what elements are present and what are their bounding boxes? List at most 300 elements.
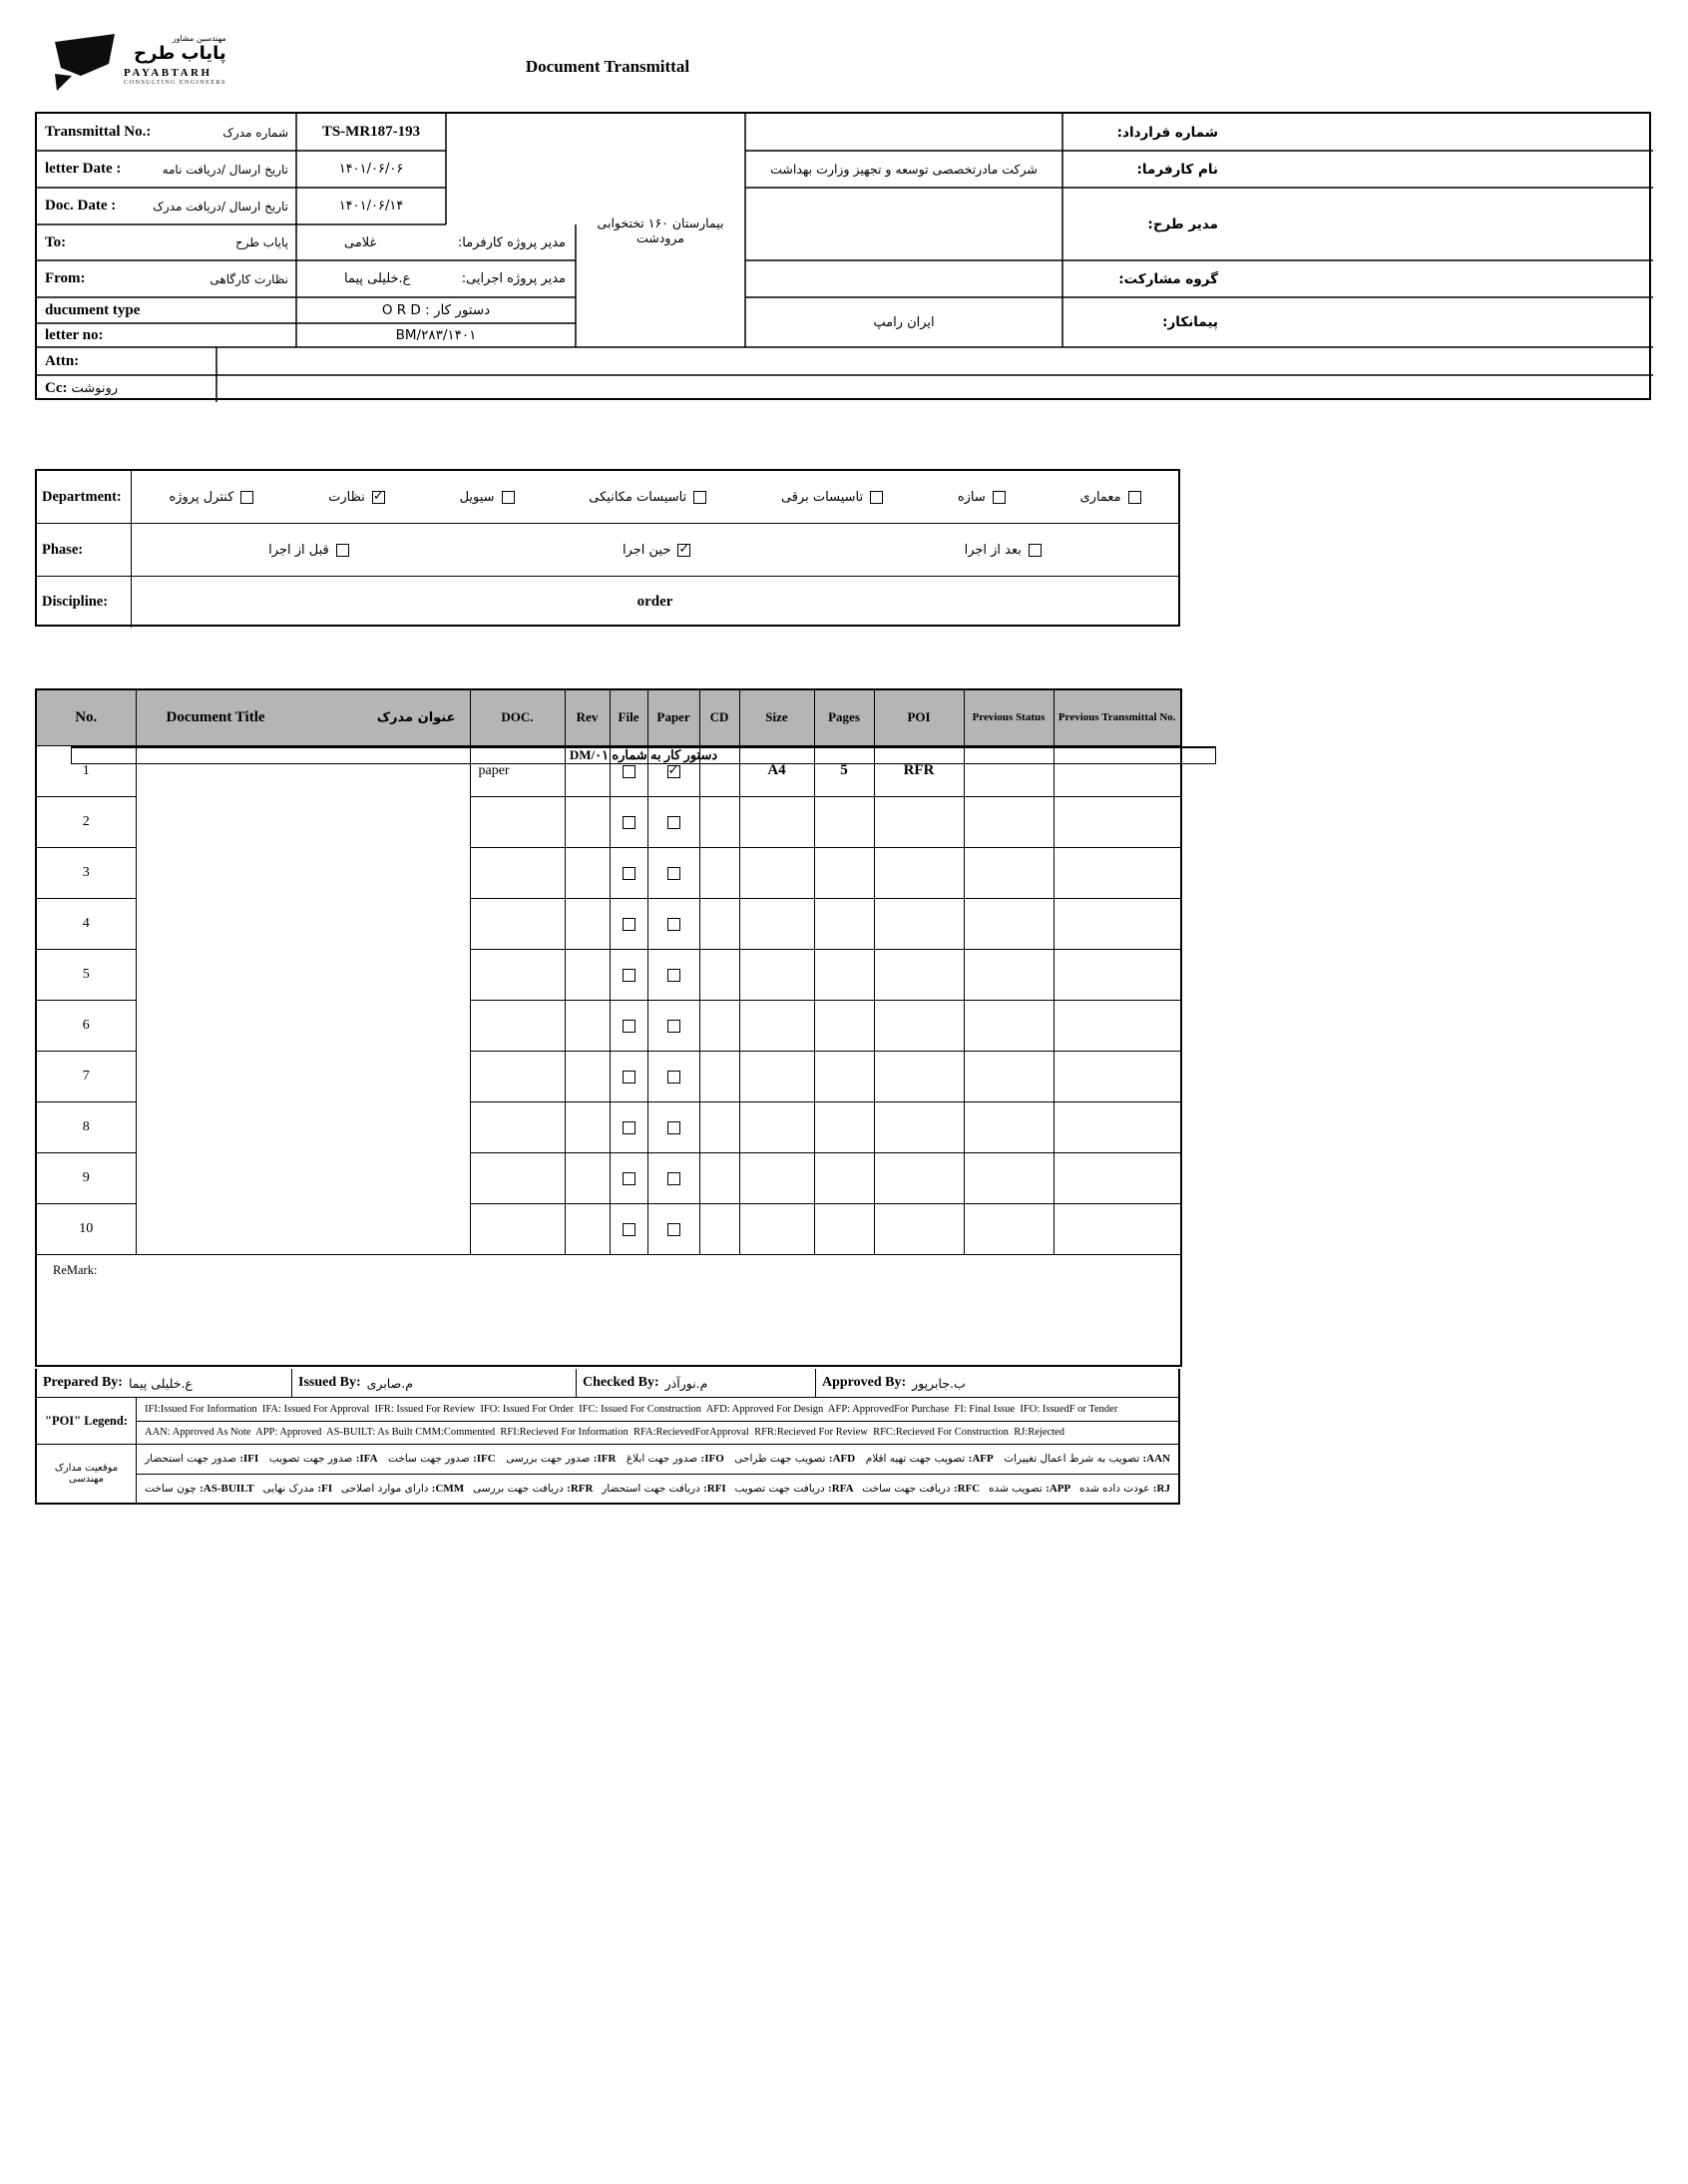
- paper-cell: [647, 949, 699, 1000]
- pages-cell: [814, 898, 874, 949]
- department-checkbox[interactable]: [240, 491, 253, 504]
- col-header-poi: POI: [874, 689, 964, 745]
- file-checkbox[interactable]: [623, 1071, 635, 1084]
- client-name-value: شرکت مادرتخصصی توسعه و تجهیز وزارت بهداشت: [770, 162, 1038, 177]
- legend-item-code: RFR:: [567, 1482, 594, 1495]
- doc-date-label-fa: تاریخ ارسال /دریافت مدرک: [153, 199, 288, 214]
- cd-cell: [699, 1000, 739, 1051]
- doc-cell: [470, 1101, 565, 1152]
- phase-checkbox[interactable]: [677, 544, 690, 557]
- poi-cell: [874, 949, 964, 1000]
- department-option: [328, 490, 385, 505]
- col-header-size: Size: [739, 689, 814, 745]
- row-no-cell: 10: [36, 1203, 136, 1254]
- file-cell: [610, 1101, 647, 1152]
- paper-checkbox[interactable]: [667, 765, 680, 778]
- table-row: [36, 847, 1181, 898]
- legend-item-text: عودت داده شده: [1079, 1482, 1153, 1495]
- checked-by-value: م.نورآذر: [664, 1375, 708, 1391]
- phase-label-cell: [37, 524, 132, 576]
- documents-header-row: [36, 689, 1181, 745]
- file-checkbox[interactable]: [623, 918, 635, 931]
- transmittal-no-label-fa: شماره مدرک: [222, 125, 288, 140]
- row-no-cell: 5: [36, 949, 136, 1000]
- legend-item-code: AAN:: [1142, 1453, 1170, 1466]
- prev-status-cell: [964, 1203, 1054, 1254]
- prev-status-cell: [964, 1000, 1054, 1051]
- department-checkbox[interactable]: [693, 491, 706, 504]
- prepared-by-label: Prepared By:: [43, 1375, 123, 1390]
- file-cell: [610, 1203, 647, 1254]
- poi-cell: RFR: [874, 745, 964, 796]
- letter-date-label-fa: تاریخ ارسال /دریافت نامه: [162, 162, 288, 177]
- cd-cell: [699, 949, 739, 1000]
- doc-cell: [470, 898, 565, 949]
- prepared-by-cell: [37, 1369, 291, 1397]
- client-name-label: نام کارفرما:: [1136, 161, 1218, 178]
- prev-transmittal-cell: [1054, 949, 1181, 1000]
- poi-cell: [874, 1051, 964, 1101]
- legend-item-text: دریافت جهت تصویب: [734, 1482, 829, 1495]
- size-cell: [739, 796, 814, 847]
- legend-item-code: AS-BUILT:: [200, 1482, 254, 1495]
- legend-item: [862, 1483, 980, 1495]
- pages-cell: [814, 1203, 874, 1254]
- letter-no-value: BM/۲۸۳/۱۴۰۱: [395, 327, 477, 343]
- fa-legend-lines: [137, 1445, 1178, 1503]
- phase-label: Phase:: [42, 541, 84, 558]
- from-role-cell: [296, 260, 576, 297]
- paper-cell: [647, 1101, 699, 1152]
- doc-date-label-en: Doc. Date :: [45, 198, 117, 214]
- cd-cell: [699, 796, 739, 847]
- department-option-label: کنترل پروژه: [169, 489, 234, 505]
- legend-item-text: تصویب جهت طراحی: [734, 1453, 829, 1466]
- document-type-label-en: ducument type: [45, 301, 141, 318]
- department-label-cell: [37, 471, 132, 523]
- signature-row: [37, 1369, 1178, 1398]
- poi-legend-label-cell: [37, 1398, 137, 1444]
- poi-cell: [874, 1101, 964, 1152]
- cd-cell: [699, 1152, 739, 1203]
- file-checkbox[interactable]: [623, 816, 635, 829]
- documents-table: [35, 688, 1182, 1367]
- legend-item: [506, 1453, 616, 1465]
- col-header-no: No.: [36, 689, 136, 745]
- phase-option-label: حین اجرا: [622, 542, 671, 558]
- department-checkbox[interactable]: [993, 491, 1006, 504]
- poi-cell: [874, 1152, 964, 1203]
- from-label: [37, 260, 296, 297]
- paper-cell: [647, 898, 699, 949]
- department-option-label: تاسیسات برقی: [780, 489, 864, 505]
- prev-status-cell: [964, 1051, 1054, 1101]
- file-checkbox[interactable]: [623, 1172, 635, 1185]
- department-option: [589, 490, 706, 505]
- size-cell: [739, 1051, 814, 1101]
- cd-cell: [699, 1051, 739, 1101]
- legend-item: [145, 1483, 254, 1495]
- table-row: [36, 898, 1181, 949]
- prev-status-cell: [964, 847, 1054, 898]
- table-row: [36, 1203, 1181, 1254]
- to-label-en: To:: [45, 233, 67, 250]
- department-option-label: تاسیسات مکانیکی: [589, 489, 687, 505]
- attn-row: [37, 347, 216, 375]
- document-type-label: [37, 297, 296, 323]
- legend-item: [263, 1483, 333, 1495]
- file-checkbox[interactable]: [623, 1121, 635, 1134]
- paper-checkbox[interactable]: [667, 1121, 680, 1134]
- legend-item: [341, 1483, 464, 1495]
- from-label-en: From:: [45, 270, 86, 286]
- rev-cell: [565, 1152, 610, 1203]
- paper-checkbox[interactable]: [667, 1020, 680, 1033]
- col-header-rev: Rev: [565, 689, 610, 745]
- department-option: [1079, 490, 1140, 505]
- rev-cell: [565, 898, 610, 949]
- size-cell: [739, 898, 814, 949]
- footer-block: [35, 1369, 1180, 1505]
- issued-by-label: Issued By:: [298, 1375, 361, 1390]
- issued-by-cell: [291, 1369, 576, 1397]
- cc-row: [37, 375, 216, 402]
- size-cell: [739, 847, 814, 898]
- paper-checkbox[interactable]: [667, 918, 680, 931]
- pages-cell: [814, 1051, 874, 1101]
- legend-item-text: صدور جهت استحضار: [145, 1453, 240, 1466]
- fa-legend-label: موقعیت مدارک مهندسی: [54, 1463, 119, 1485]
- table-row: [36, 796, 1181, 847]
- poi-cell: [874, 898, 964, 949]
- rev-cell: [565, 949, 610, 1000]
- fa-legend: [37, 1445, 1178, 1503]
- legend-item-text: دریافت جهت بررسی: [472, 1482, 568, 1495]
- file-checkbox[interactable]: [623, 969, 635, 982]
- pages-cell: [814, 949, 874, 1000]
- letter-date-label-en: letter Date :: [45, 161, 122, 177]
- size-cell: [739, 1203, 814, 1254]
- department-checkbox[interactable]: [1128, 491, 1141, 504]
- department-label: Department:: [42, 488, 122, 505]
- paper-cell: [647, 1051, 699, 1101]
- legend-item-code: FI:: [317, 1482, 333, 1495]
- legend-item-text: تصویب جهت تهیه اقلام: [865, 1453, 969, 1466]
- paper-checkbox[interactable]: [667, 1172, 680, 1185]
- phase-option: [268, 543, 349, 558]
- classification-table: [35, 469, 1180, 627]
- poi-legend-line2: AAN: Approved As Note APP: Approved AS-BUILT: As Built CMM:Commented RFI:Recieved For Information RFA:RecievedForApproval RFR:Recieved For Review RFC:Recieved For Construction RJ:Rejected: [137, 1421, 1178, 1445]
- file-checkbox[interactable]: [623, 867, 635, 880]
- cd-cell: [699, 1203, 739, 1254]
- doc-cell: [470, 949, 565, 1000]
- prev-status-cell: [964, 1101, 1054, 1152]
- pages-cell: [814, 1152, 874, 1203]
- pages-cell: [814, 1101, 874, 1152]
- prev-transmittal-cell: [1054, 1152, 1181, 1203]
- department-row: [37, 471, 1178, 524]
- contract-no-label: شماره قرارداد:: [1116, 124, 1218, 141]
- col-header-doc: DOC.: [470, 689, 565, 745]
- cd-cell: [699, 898, 739, 949]
- document-type-value: دستور کار : O R D: [381, 302, 491, 318]
- file-cell: [610, 898, 647, 949]
- col-header-prev-transmittal: Previous Transmittal No.: [1054, 689, 1181, 745]
- project-name: بیمارستان ۱۶۰ تختخوابی مرودشت: [597, 216, 724, 245]
- doc-cell: [470, 1203, 565, 1254]
- file-cell: [610, 1152, 647, 1203]
- contractor-label: پیمانکار:: [1162, 314, 1218, 330]
- rev-cell: [565, 1101, 610, 1152]
- client-pm-label: مدیر پروژه کارفرما:: [457, 234, 566, 250]
- legend-item: [989, 1483, 1070, 1495]
- fa-legend-line1: [137, 1445, 1178, 1474]
- legend-item-code: RJ:: [1152, 1482, 1170, 1495]
- pages-cell: 5: [814, 745, 874, 796]
- doc-cell: [470, 1051, 565, 1101]
- row-no-cell: 1: [36, 745, 136, 796]
- phase-option: [623, 543, 690, 558]
- department-checkbox[interactable]: [372, 491, 385, 504]
- file-cell: [610, 796, 647, 847]
- table-row: [36, 745, 1181, 796]
- col-header-file: File: [610, 689, 647, 745]
- legend-item: [145, 1453, 258, 1465]
- cd-cell: [699, 1101, 739, 1152]
- rev-cell: [565, 1203, 610, 1254]
- file-checkbox[interactable]: [623, 1223, 635, 1236]
- rev-cell: [565, 1000, 610, 1051]
- legend-item: [735, 1483, 854, 1495]
- phase-checkbox[interactable]: [336, 544, 349, 557]
- design-manager-label: مدیر طرح:: [1147, 216, 1218, 232]
- legend-item-text: تصویب به شرط اعمال تغییرات: [1004, 1453, 1143, 1466]
- letter-no-label: [37, 323, 296, 347]
- legend-item-text: مدرک نهایی: [262, 1482, 318, 1495]
- rev-cell: [565, 847, 610, 898]
- table-row: [36, 1051, 1181, 1101]
- prev-transmittal-cell: [1054, 1101, 1181, 1152]
- page-title: Document Transmittal: [525, 57, 690, 76]
- doc-date-label: [37, 188, 296, 224]
- legend-item-code: IFC:: [473, 1453, 496, 1466]
- poi-legend-lines: [137, 1398, 1178, 1444]
- prev-transmittal-cell: [1054, 1051, 1181, 1101]
- to-role-cell: [296, 224, 576, 260]
- logo-fa-tagline: مهندسین مشاور: [172, 34, 226, 43]
- legend-item: [1079, 1483, 1170, 1495]
- discipline-row: [37, 577, 1178, 628]
- legend-item-text: دارای موارد اصلاحی: [340, 1482, 432, 1495]
- department-option: [958, 490, 1006, 505]
- paper-cell: [647, 847, 699, 898]
- paper-checkbox[interactable]: [667, 1071, 680, 1084]
- col-header-pages: Pages: [814, 689, 874, 745]
- attn-label: Attn:: [45, 352, 80, 369]
- client-pm-name: غلامی: [344, 234, 377, 250]
- pages-cell: [814, 1000, 874, 1051]
- legend-item-text: دریافت جهت ساخت: [862, 1482, 954, 1495]
- file-cell: [610, 847, 647, 898]
- letter-no-label-en: letter no:: [45, 326, 104, 343]
- checked-by-cell: [576, 1369, 815, 1397]
- legend-item-text: چون ساخت: [145, 1482, 201, 1495]
- cc-label-fa: رونوشت: [71, 381, 119, 396]
- remark-cell: [36, 1254, 1181, 1366]
- file-checkbox[interactable]: [623, 765, 635, 778]
- from-label-fa: نظارت کارگاهی: [210, 271, 288, 286]
- legend-item: [866, 1453, 994, 1465]
- to-label: [37, 224, 296, 260]
- file-checkbox[interactable]: [623, 1020, 635, 1033]
- jv-group-label: گروه مشارکت:: [1118, 270, 1218, 287]
- cd-cell: [699, 847, 739, 898]
- prev-transmittal-cell: [1054, 898, 1181, 949]
- doc-date-value: ۱۴۰۱/۰۶/۱۴: [338, 199, 404, 214]
- discipline-label: Discipline:: [42, 594, 109, 610]
- approved-by-label: Approved By:: [822, 1375, 907, 1390]
- department-option: [460, 490, 515, 505]
- transmittal-no-value: TS-MR187-193: [321, 124, 421, 140]
- paper-cell: [647, 1152, 699, 1203]
- transmittal-info-table: [35, 112, 1651, 400]
- to-label-fa: پایاب طرح: [234, 235, 288, 249]
- remark-row: [36, 1254, 1181, 1366]
- size-cell: [739, 1152, 814, 1203]
- issued-by-value: م.صابری: [366, 1375, 413, 1391]
- row-no-cell: 2: [36, 796, 136, 847]
- department-checkbox[interactable]: [502, 491, 515, 504]
- transmittal-no-label-en: Transmittal No.:: [45, 124, 152, 140]
- doc-cell: [470, 847, 565, 898]
- doc-cell: [470, 1000, 565, 1051]
- legend-item-code: IFO:: [700, 1453, 724, 1466]
- table-row: [36, 949, 1181, 1000]
- file-cell: [610, 949, 647, 1000]
- paper-cell: [647, 1203, 699, 1254]
- table-row: [36, 1152, 1181, 1203]
- poi-cell: [874, 1203, 964, 1254]
- discipline-value: order: [636, 594, 673, 610]
- logo-en-name: PAYABTARH: [124, 67, 212, 79]
- discipline-label-cell: [37, 577, 132, 628]
- legend-item: [602, 1483, 726, 1495]
- prev-status-cell: [964, 949, 1054, 1000]
- prev-transmittal-cell: [1054, 1000, 1181, 1051]
- legend-item: [734, 1453, 855, 1465]
- legend-item-text: تصویب شده: [989, 1482, 1047, 1495]
- poi-legend-line1: IFI:Issued For Information IFA: Issued For Approval IFR: Issued For Review IFO: Issued For Order IFC: Issued For Construction AFD: Approved For Design AFP: ApprovedFor Purchase FI: Final Issue IFO: IssuedF or Tender: [145, 1403, 1118, 1415]
- rev-cell: [565, 1051, 610, 1101]
- contractor-value: ایران رامپ: [873, 314, 935, 330]
- prev-transmittal-cell: [1054, 847, 1181, 898]
- approved-by-cell: [815, 1369, 1178, 1397]
- paper-cell: [647, 1000, 699, 1051]
- legend-item-text: صدور جهت ابلاغ: [626, 1453, 701, 1466]
- paper-checkbox[interactable]: [667, 1223, 680, 1236]
- doc-cell: paper: [470, 745, 565, 796]
- department-option-label: سیویل: [459, 489, 495, 505]
- col-header-title: [136, 689, 470, 745]
- col-header-paper: Paper: [647, 689, 699, 745]
- poi-cell: [874, 796, 964, 847]
- col-header-title-fa: عنوان مدرک: [376, 709, 456, 725]
- fa-legend-label-cell: [37, 1445, 137, 1503]
- checked-by-label: Checked By:: [583, 1375, 659, 1390]
- row-no-cell: 4: [36, 898, 136, 949]
- legend-item: [627, 1453, 724, 1465]
- paper-checkbox[interactable]: [667, 816, 680, 829]
- poi-cell: [874, 847, 964, 898]
- doc-cell: [470, 1152, 565, 1203]
- phase-row: [37, 524, 1178, 577]
- size-cell: [739, 949, 814, 1000]
- legend-item-code: IFI:: [239, 1453, 259, 1466]
- pages-cell: [814, 796, 874, 847]
- col-header-prev-status: Previous Status: [964, 689, 1054, 745]
- prev-transmittal-cell: [1054, 796, 1181, 847]
- department-checkbox[interactable]: [870, 491, 883, 504]
- row-no-cell: 3: [36, 847, 136, 898]
- prev-status-cell: [964, 1152, 1054, 1203]
- size-cell: A4: [739, 745, 814, 796]
- legend-item-code: RFA:: [828, 1482, 854, 1495]
- phase-option: [965, 543, 1042, 558]
- cc-label-en: Cc:: [45, 380, 68, 396]
- legend-item: [473, 1483, 593, 1495]
- legend-item: [388, 1453, 496, 1465]
- pages-cell: [814, 847, 874, 898]
- legend-item-code: AFP:: [968, 1453, 994, 1466]
- letter-date-value: ۱۴۰۱/۰۶/۰۶: [338, 162, 404, 177]
- fa-legend-line2: [137, 1474, 1178, 1504]
- file-cell: [610, 1000, 647, 1051]
- row-no-cell: 6: [36, 1000, 136, 1051]
- remark-label: ReMark:: [53, 1262, 98, 1277]
- legend-item-code: IFR:: [593, 1453, 617, 1466]
- paper-cell: [647, 796, 699, 847]
- file-cell: [610, 1051, 647, 1101]
- legend-item: [1004, 1453, 1170, 1465]
- transmittal-no-label: [37, 114, 296, 151]
- size-cell: [739, 1101, 814, 1152]
- legend-item-code: AFD:: [828, 1453, 856, 1466]
- phase-option-label: قبل از اجرا: [268, 542, 329, 558]
- row-no-cell: 9: [36, 1152, 136, 1203]
- size-cell: [739, 1000, 814, 1051]
- prev-status-cell: [964, 796, 1054, 847]
- table-row: [36, 1101, 1181, 1152]
- poi-cell: [874, 1000, 964, 1051]
- prepared-by-value: ع.خلیلی پیما: [128, 1375, 193, 1391]
- logo-fa-name: پایاب طرح: [134, 43, 226, 64]
- department-option: [169, 490, 253, 505]
- poi-legend: [37, 1398, 1178, 1445]
- legend-item-code: CMM:: [431, 1482, 465, 1495]
- legend-item: [269, 1453, 378, 1465]
- phase-checkbox[interactable]: [1029, 544, 1042, 557]
- row-no-cell: 7: [36, 1051, 136, 1101]
- prev-status-cell: [964, 898, 1054, 949]
- documents-tbody: [36, 745, 1181, 1254]
- row-no-cell: 8: [36, 1101, 136, 1152]
- paper-checkbox[interactable]: [667, 969, 680, 982]
- logo-en-tagline: CONSULTING ENGINEERS: [124, 79, 226, 86]
- col-header-cd: CD: [699, 689, 739, 745]
- paper-checkbox[interactable]: [667, 867, 680, 880]
- approved-by-value: ب.جابرپور: [912, 1375, 966, 1391]
- legend-item-code: RFC:: [953, 1482, 981, 1495]
